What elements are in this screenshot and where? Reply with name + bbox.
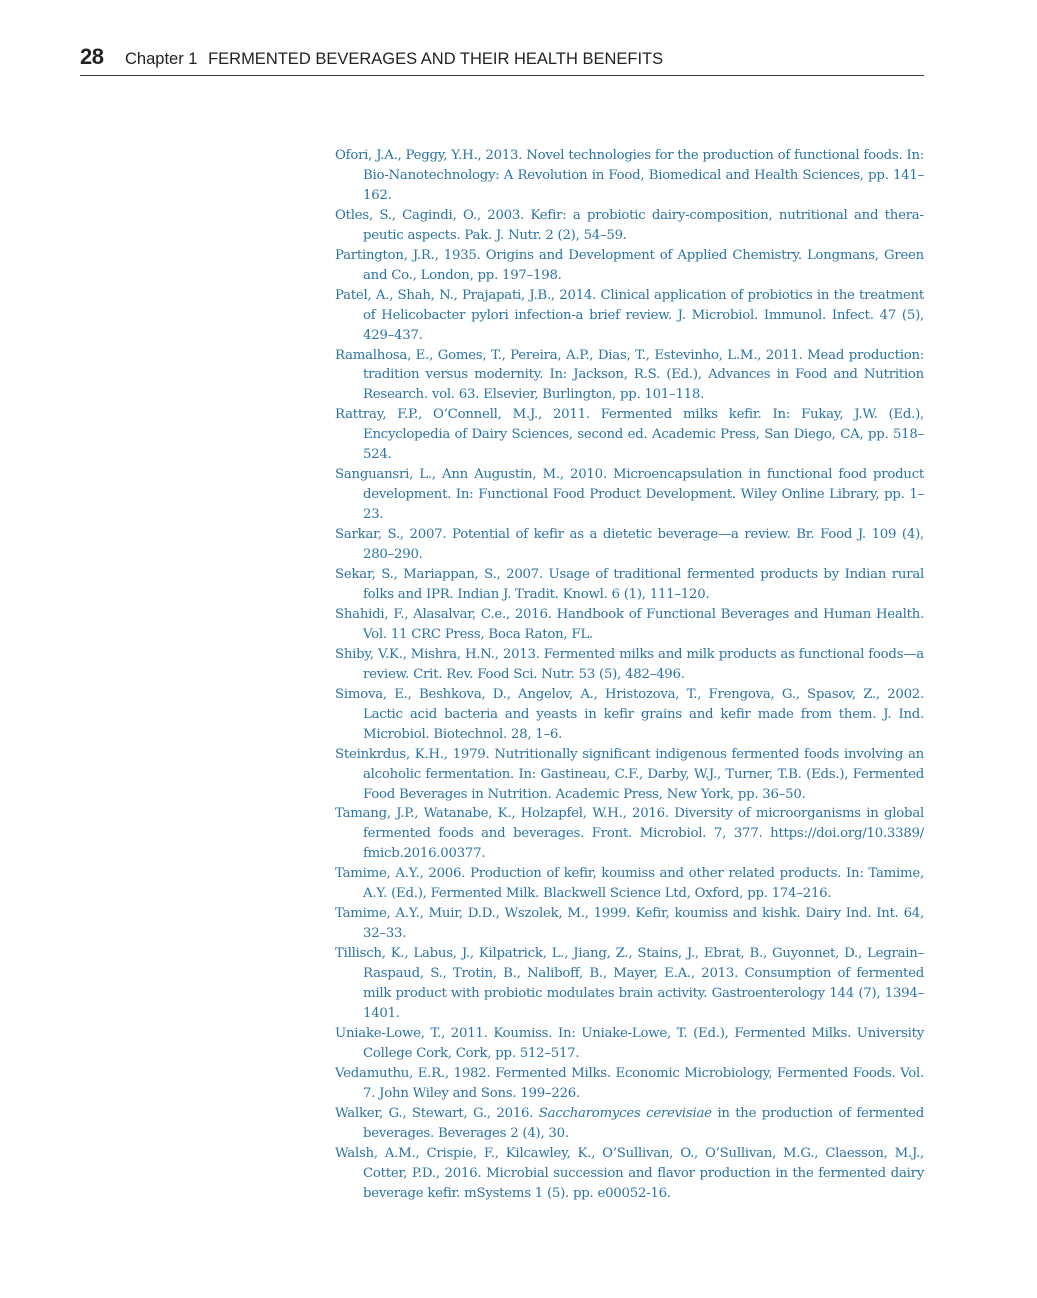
reference-entry: Ramalhosa, E., Gomes, T., Pereira, A.P., Dias, T., Estevinho, L.M., 2011. Mead production: tradition versus modernity. In: Jackson, R.S. (Ed.), Advances in Food and Nutrition Research. vol. 63. Elsevier, Burlington, pp. 101–118.	[335, 347, 924, 403]
reference-entry: Tamime, A.Y., 2006. Production of kefir, koumiss and other related products. In: Tamime, A.Y. (Ed.), Fermented Milk. Blackwell Science Ltd, Oxford, pp. 174–216.	[335, 866, 924, 902]
reference-entry: Walker, G., Stewart, G., 2016. Saccharomyces cerevisiae in the production of fermented beverages. Beverages 2 (4), 30.	[335, 1105, 924, 1141]
reference-entry: Shahidi, F., Alasalvar, C.e., 2016. Handbook of Functional Beverages and Human Health. Vol. 11 CRC Press, Boca Raton, FL.	[335, 606, 924, 642]
reference-entry: Ofori, J.A., Peggy, Y.H., 2013. Novel technologies for the production of functional foods. In: Bio-Nanotechnology: A Revolution in Food, Biomedical and Health Sciences, pp. 141–162.	[335, 148, 924, 203]
reference-list	[335, 146, 924, 1204]
reference-entry: Rattray, F.P., O’Connell, M.J., 2011. Fermented milks kefir. In: Fukay, J.W. (Ed.), Encyclopedia of Dairy Sciences, second ed. Academic Press, San Diego, CA, pp. 518–524.	[335, 407, 924, 463]
reference-entry: Shiby, V.K., Mishra, H.N., 2013. Fermented milks and milk products as functional foods—a review. Crit. Rev. Food Sci. Nutr. 53 (5), 482–496.	[335, 646, 924, 682]
reference-entry: Patel, A., Shah, N., Prajapati, J.B., 2014. Clinical application of probiotics in the treatment of Helicobacter pylori infection-a brief review. J. Microbiol. Immunol. Infect. 47 (5), 429–437.	[335, 287, 924, 343]
reference-entry: Steinkrdus, K.H., 1979. Nutritionally significant indigenous fermented foods involving an alcoholic fermentation. In: Gastineau, C.F., Darby, W.J., Turner, T.B. (Eds.), Fermented Food Beverages in Nutrition. Academic Press, New York, pp. 36–50.	[335, 746, 924, 802]
reference-entry: Sekar, S., Mariappan, S., 2007. Usage of traditional fermented products by Indian rural folks and IPR. Indian J. Tradit. Knowl. 6 (1), 111–120.	[335, 567, 924, 602]
reference-entry: Tamime, A.Y., Muir, D.D., Wszolek, M., 1999. Kefir, koumiss and kishk. Dairy Ind. Int. 64, 32–33.	[335, 906, 924, 942]
reference-entry: Walsh, A.M., Crispie, F., Kilcawley, K., O’Sullivan, O., O’Sullivan, M.G., Claesson, M.J., Cotter, P.D., 2016. Microbial succession and flavor production in the fermented dairy beverage kefir. mSystems 1 (5). pp. e00052-16.	[335, 1145, 924, 1201]
page-header	[80, 44, 924, 76]
running-head	[125, 50, 663, 69]
page-number: 28	[80, 44, 104, 69]
reference-entry: Simova, E., Beshkova, D., Angelov, A., Hristozova, T., Frengova, G., Spasov, Z., 2002. Lactic acid bacteria and yeasts in kefir grains and kefir made from them. J. Ind. Microbiol. Biotechnol. 28, 1–6.	[335, 686, 924, 742]
reference-entry: Sarkar, S., 2007. Potential of kefir as a dietetic beverage—a review. Br. Food J. 109 (4), 280–290.	[335, 527, 924, 563]
reference-entry: Tamang, J.P., Watanabe, K., Holzapfel, W.H., 2016. Diversity of microorganisms in global fermented foods and beverages. Front. Microbiol. 7, 377. https://doi.org/10.3389/​fmicb.2016.00377.	[335, 806, 924, 862]
reference-entry: Tillisch, K., Labus, J., Kilpatrick, L., Jiang, Z., Stains, J., Ebrat, B., Guyonnet, D., Legrain–Raspaud, S., Trotin, B., Naliboff, B., Mayer, E.A., 2013. Consumption of fermented milk product with probiotic modulates brain activity. Gastroenterology 144 (7), 1394–1401.	[335, 946, 924, 1021]
reference-entry: Sanguansri, L., Ann Augustin, M., 2010. Microencapsulation in functional food product development. In: Functional Food Product Development. Wiley Online Library, pp. 1–23.	[335, 467, 924, 523]
chapter-label: Chapter 1	[125, 50, 198, 68]
reference-entry: Vedamuthu, E.R., 1982. Fermented Milks. Economic Microbiology, Fermented Foods. Vol. 7. John Wiley and Sons. 199–226.	[335, 1065, 924, 1101]
reference-entry: Partington, J.R., 1935. Origins and Development of Applied Chemistry. Longmans, Green and Co., London, pp. 197–198.	[335, 247, 924, 283]
chapter-title: FERMENTED BEVERAGES AND THEIR HEALTH BENEFITS	[208, 50, 664, 68]
reference-entry: Otles, S., Cagindi, O., 2003. Kefir: a probiotic dairy-composition, nutritional and therapeutic aspects. Pak. J. Nutr. 2 (2), 54–59.	[335, 207, 924, 243]
species-name: Saccharomyces cerevisiae	[538, 1105, 712, 1121]
reference-entry: Uniake-Lowe, T., 2011. Koumiss. In: Uniake-Lowe, T. (Ed.), Fermented Milks. University College Cork, Cork, pp. 512–517.	[335, 1025, 924, 1061]
